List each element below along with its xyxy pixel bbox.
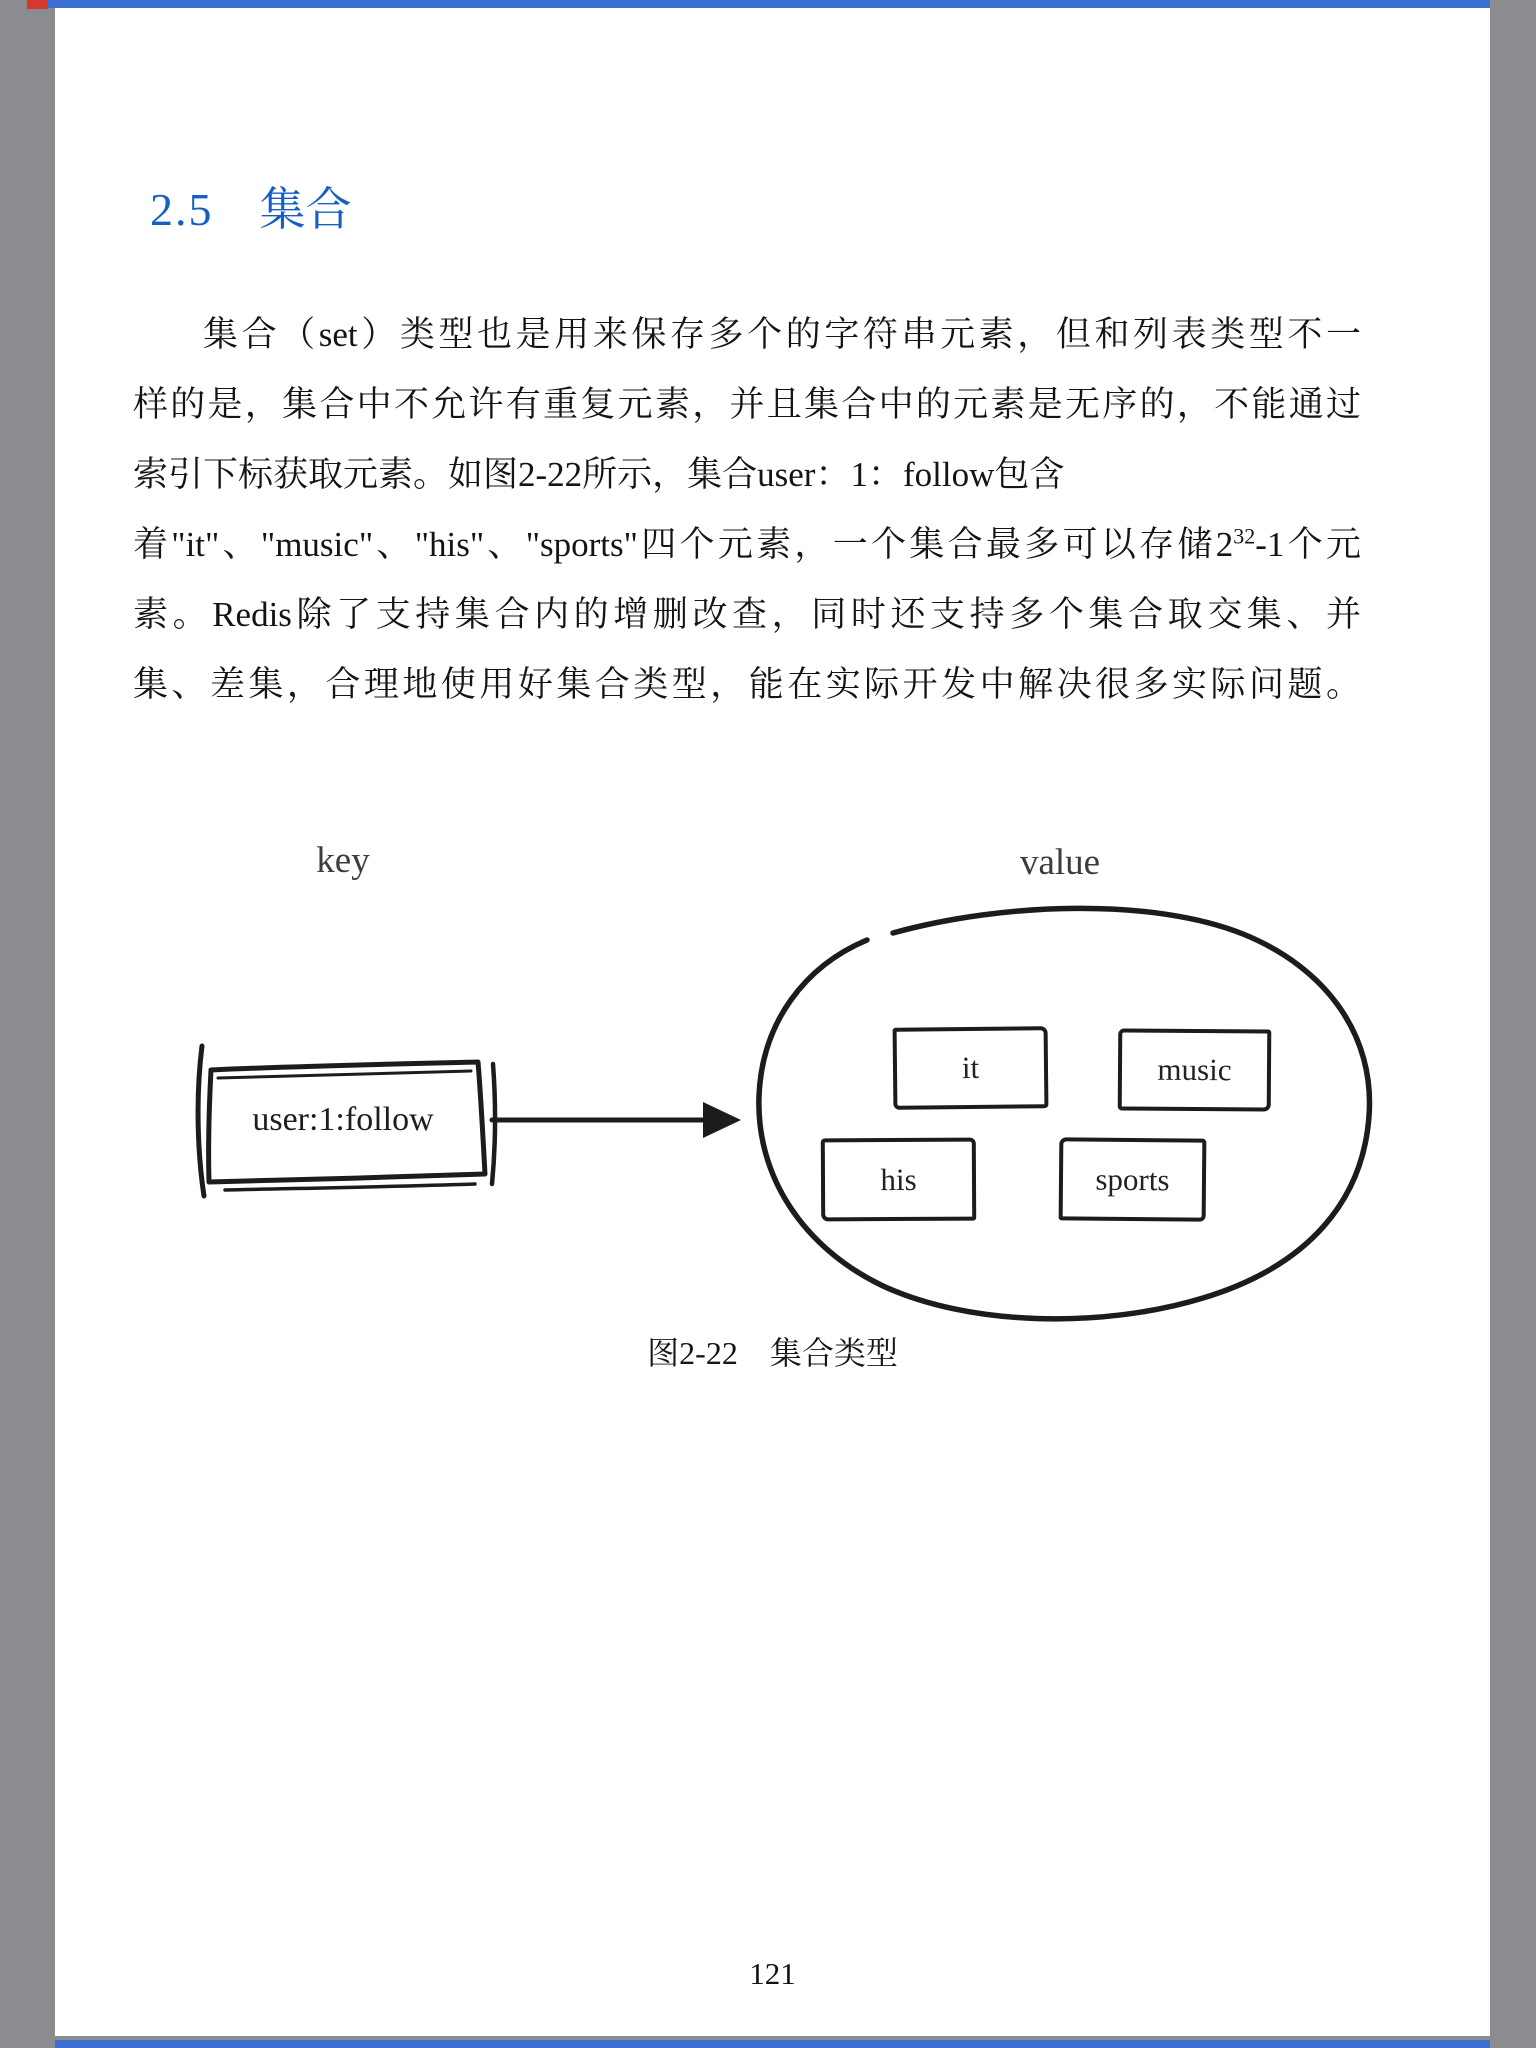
section-number: 2.5 [150,184,214,235]
figure-key-label: key [316,840,370,881]
key-box-right-stroke [492,1064,495,1184]
paragraph-line-6: 集、差集，合理地使用好集合类型，能在实际开发中解决很多实际问题。 [133,665,1361,704]
top-edge-blue-line [48,0,1490,8]
paragraph-line-4 [133,510,1361,580]
top-edge-red-accent [27,0,48,9]
set-item-box-his: his [821,1138,976,1222]
paragraph-line-2: 样的是，集合中不允许有重复元素，并且集合中的元素是无序的，不能通过 [133,385,1361,424]
set-boundary-blob [759,908,1370,1318]
paragraph-line-1: 集合（set）类型也是用来保存多个的字符串元素，但和列表类型不一 [203,315,1361,354]
key-box-label: user:1:follow [252,1101,434,1138]
line-4-tail: -1个元 [1255,525,1361,564]
key-box-top-stroke [218,1071,471,1078]
figure-caption: 图2-22 集合类型 [647,1335,898,1371]
set-item-box-it: it [893,1026,1049,1110]
key-box-left-stroke [198,1046,204,1196]
exponent-32: 32 [1233,523,1256,549]
bottom-edge-blue-line [55,2040,1490,2048]
arrow-head-icon [703,1102,741,1138]
section-title: 集合 [259,184,352,235]
document-page [55,8,1490,2036]
set-item-box-music: music [1118,1028,1272,1111]
key-box-bottom-stroke [225,1184,475,1190]
body-paragraph [133,300,1361,720]
section-heading [150,182,352,238]
page-number: 121 [749,1956,796,1991]
figure-value-label: value [1019,842,1101,883]
paragraph-line-3: 索引下标获取元素。如图2-22所示，集合user：1：follow包含 [133,455,1065,494]
paragraph-line-5: 素。Redis除了支持集合内的增删改查，同时还支持多个集合取交集、并 [133,595,1361,634]
set-item-box-sports: sports [1059,1137,1207,1221]
line-4-text: 着"it"、"music"、"his"、"sports"四个元素，一个集合最多可以存储2 [133,525,1234,564]
